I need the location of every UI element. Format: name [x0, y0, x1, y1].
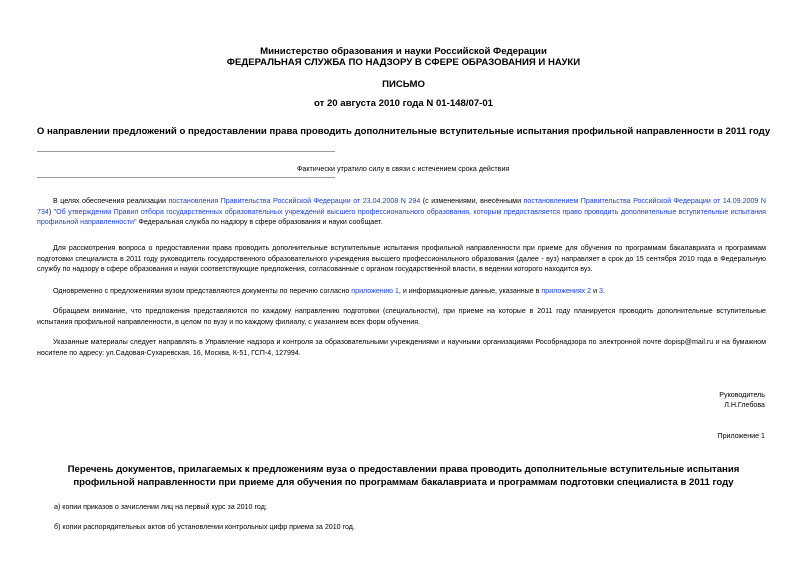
list-item: а) копии приказов о зачислении лиц на первый курс за 2010 год; — [54, 503, 267, 511]
link-decree-294[interactable]: постановления Правительства Российской Федерации от 23.04.2008 N 294 — [168, 197, 421, 205]
paragraph-1-text-b: (с изменениями, внесёнными — [420, 197, 524, 205]
paragraph-1-text-a: В целях обеспечения реализации — [53, 197, 169, 205]
status-note: Фактически утратило силу в связи с истечением срока действия — [297, 165, 510, 173]
paragraph-4: Обращаем внимание, что предложения представляются по каждому направлению подготовки (специальности), при приеме на которые в 2011 году планируется проводить дополнительные вступительные испытания профильной направленности, в целом по вузу и по каждому филиалу, с указанием всех форм обучения. — [37, 307, 766, 326]
paragraph-1-text-c: ) — [48, 207, 54, 216]
paragraph-3-text-a: Одновременно с предложениями вузом представляются документы по перечню согласно — [53, 287, 352, 295]
paragraph-2: Для рассмотрения вопроса о предоставлении права проводить дополнительные вступительные испытания профильной направленности при приеме для обучения по программам бакалавриата и программам подготовки специалиста в 2011 году руководитель государственного образовательного учреждения высшего профессионального образования (далее - вуз) направляет в срок до 15 сентября 2010 года в Федеральную службу по надзору в сфере образования и науки соответствующие предложения, согласованные с органом государственной власти, в ведении которого находится вуз. — [37, 244, 766, 274]
ministry-name: Министерство образования и науки Российской Федерации — [260, 46, 547, 57]
service-name: ФЕДЕРАЛЬНАЯ СЛУЖБА ПО НАДЗОРУ В СФЕРЕ ОБРАЗОВАНИЯ И НАУКИ — [226, 57, 581, 68]
paragraph-3 — [37, 286, 766, 297]
paragraph-3-text-d: . — [603, 287, 605, 295]
link-appendix-3[interactable]: 3 — [599, 287, 603, 295]
appendix-label: Приложение 1 — [717, 432, 765, 440]
signature-name: Л.Н.Глебова — [724, 401, 765, 409]
divider-top — [37, 151, 335, 152]
divider-bottom — [37, 177, 335, 178]
paragraph-3-text-b: , и информационные данные, указанные в — [398, 287, 542, 295]
link-appendix-1[interactable]: приложению 1 — [351, 287, 399, 295]
paragraph-3-text-c: и — [591, 287, 600, 295]
document-type: ПИСЬМО — [382, 79, 425, 90]
link-selection-rules[interactable]: "Об утверждении Правил отбора государственных образовательных учреждений высшего профессионального образования, которым предоставляется право проводить дополнительные вступительные испытания профильной направленности" — [37, 207, 766, 227]
paragraph-1-text-d: Федеральная служба по надзору в сфере образования и науки сообщает. — [136, 218, 383, 227]
paragraph-1 — [37, 196, 766, 228]
list-item: б) копии распорядительных актов об установлении контрольных цифр приема за 2010 год. — [54, 523, 355, 531]
link-appendix-2[interactable]: приложениях 2 — [541, 287, 592, 295]
link-decree-734[interactable]: постановлением Правительства Российской Федерации от 14.09.2009 N 734 — [37, 197, 766, 216]
document-date-number: от 20 августа 2010 года N 01-148/07-01 — [313, 98, 494, 109]
paragraph-5: Указанные материалы следует направлять в Управление надзора и контроля за образовательными учреждениями и научными организациями Рособрнадзора по электронной почте dopisp@mail.ru и на бумажном носителе по адресу: ул.Садовая-Сухаревская, 16, Москва, К-51, ГСП-4, 127994. — [37, 338, 766, 357]
signature-position: Руководитель — [719, 391, 765, 399]
document-title: О направлении предложений о предоставлении права проводить дополнительные вступительные испытания профильной направленности в 2011 году — [36, 126, 771, 137]
appendix-title: Перечень документов, прилагаемых к предложениям вуза о предоставлении права проводить дополнительные вступительные испытания профильной направленности при приеме для обучения по программам бакалавриата и программам подготовки специалиста в 2011 году — [67, 464, 740, 488]
